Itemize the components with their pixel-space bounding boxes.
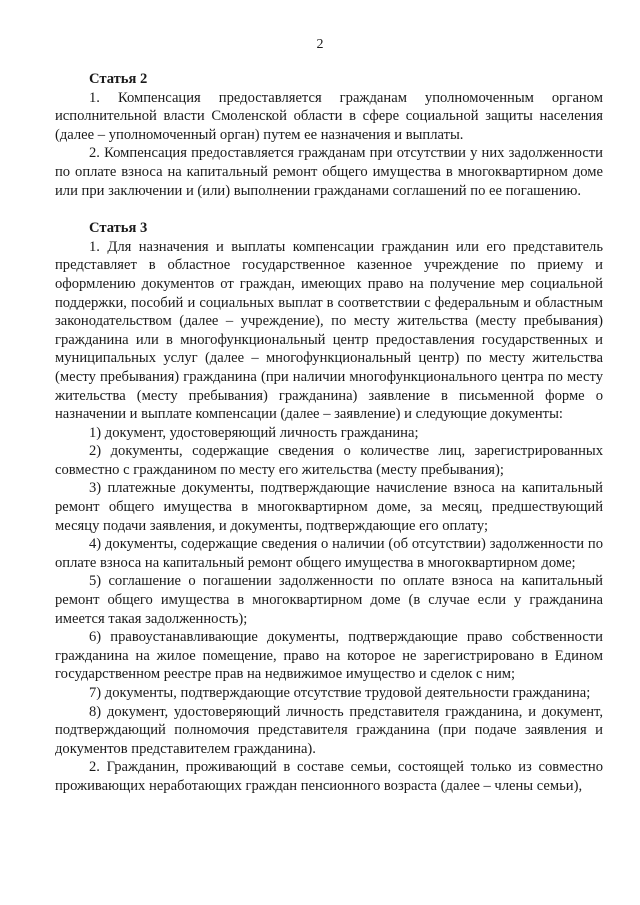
list-item: 8) документ, удостоверяющий личность представителя гражданина, и документ, подтверждающий полномочия представителя гражданина (при подаче заявления и документов представителем гражданина). <box>55 703 603 757</box>
list-item: 2) документы, содержащие сведения о количестве лиц, зарегистрированных совместно с гражданином по месту его жительства (месту пребывания); <box>55 443 603 478</box>
list-item: 1) документ, удостоверяющий личность гражданина; <box>89 424 419 441</box>
list-item: 5) соглашение о погашении задолженности по оплате взноса на капитальный ремонт общего имущества в многоквартирном доме (в случае если у гражданина имеется такая задолженность); <box>55 573 603 627</box>
list-item: 6) правоустанавливающие документы, подтверждающие право собственности гражданина на жилое помещение, право на которое не зарегистрировано в Едином государственном реестре прав на недвижимое имущество и сделок с ним; <box>55 629 603 683</box>
page-number: 2 <box>316 37 324 52</box>
article-3-heading: Статья 3 <box>89 220 148 237</box>
list-item: 7) документы, подтверждающие отсутствие трудовой деятельности гражданина; <box>89 685 591 701</box>
article-3-paragraph: 1. Для назначения и выплаты компенсации гражданин или его представитель представляет в областное государственное казенное учреждение по приему и оформлению документов от граждан, имеющих право на получение мер социальной поддержки, пособий и социальных выплат в соответствии с федеральным и областным законодательством (далее – учреждение), по месту жительства (месту пребывания) гражданина или в многофункциональный центр предоставления государственных и муниципальных услуг (далее – многофункциональный центр) по месту жительства (месту пребывания) гражданина (при наличии многофункционального центра по месту жительства (месту пребывания) гражданина) заявление в письменной форме о назначении и выплате компенсации (далее – заявление) и следующие документы: <box>55 238 603 423</box>
article-2-paragraph: 2. Компенсация предоставляется гражданам при отсутствии у них задолженности по оплате взноса на капитальный ремонт общего имущества в многоквартирном доме или при заключении и (или) выполнении гражданами соглашений по ее погашению. <box>55 145 603 199</box>
article-3-paragraph: 2. Гражданин, проживающий в составе семьи, состоящей только из совместно проживающих неработающих граждан пенсионного возраста (далее – члены семьи), <box>55 759 603 794</box>
article-2-heading: Статья 2 <box>89 71 148 87</box>
article-2-paragraph: 1. Компенсация предоставляется гражданам уполномоченным органом исполнительной власти Смоленской области в сфере социальной защиты населения (далее – уполномоченный орган) путем ее назначения и выплаты. <box>55 89 603 143</box>
list-item: 3) платежные документы, подтверждающие начисление взноса на капитальный ремонт общего имущества в многоквартирном доме, за месяц, предшествующий месяцу подачи заявления, и документы, подтверждающие его оплату; <box>55 480 603 534</box>
list-item: 4) документы, содержащие сведения о наличии (об отсутствии) задолженности по оплате взноса на капитальный ремонт общего имущества в многоквартирном доме; <box>55 536 603 571</box>
document-body <box>55 70 603 796</box>
section-spacer <box>55 200 603 219</box>
